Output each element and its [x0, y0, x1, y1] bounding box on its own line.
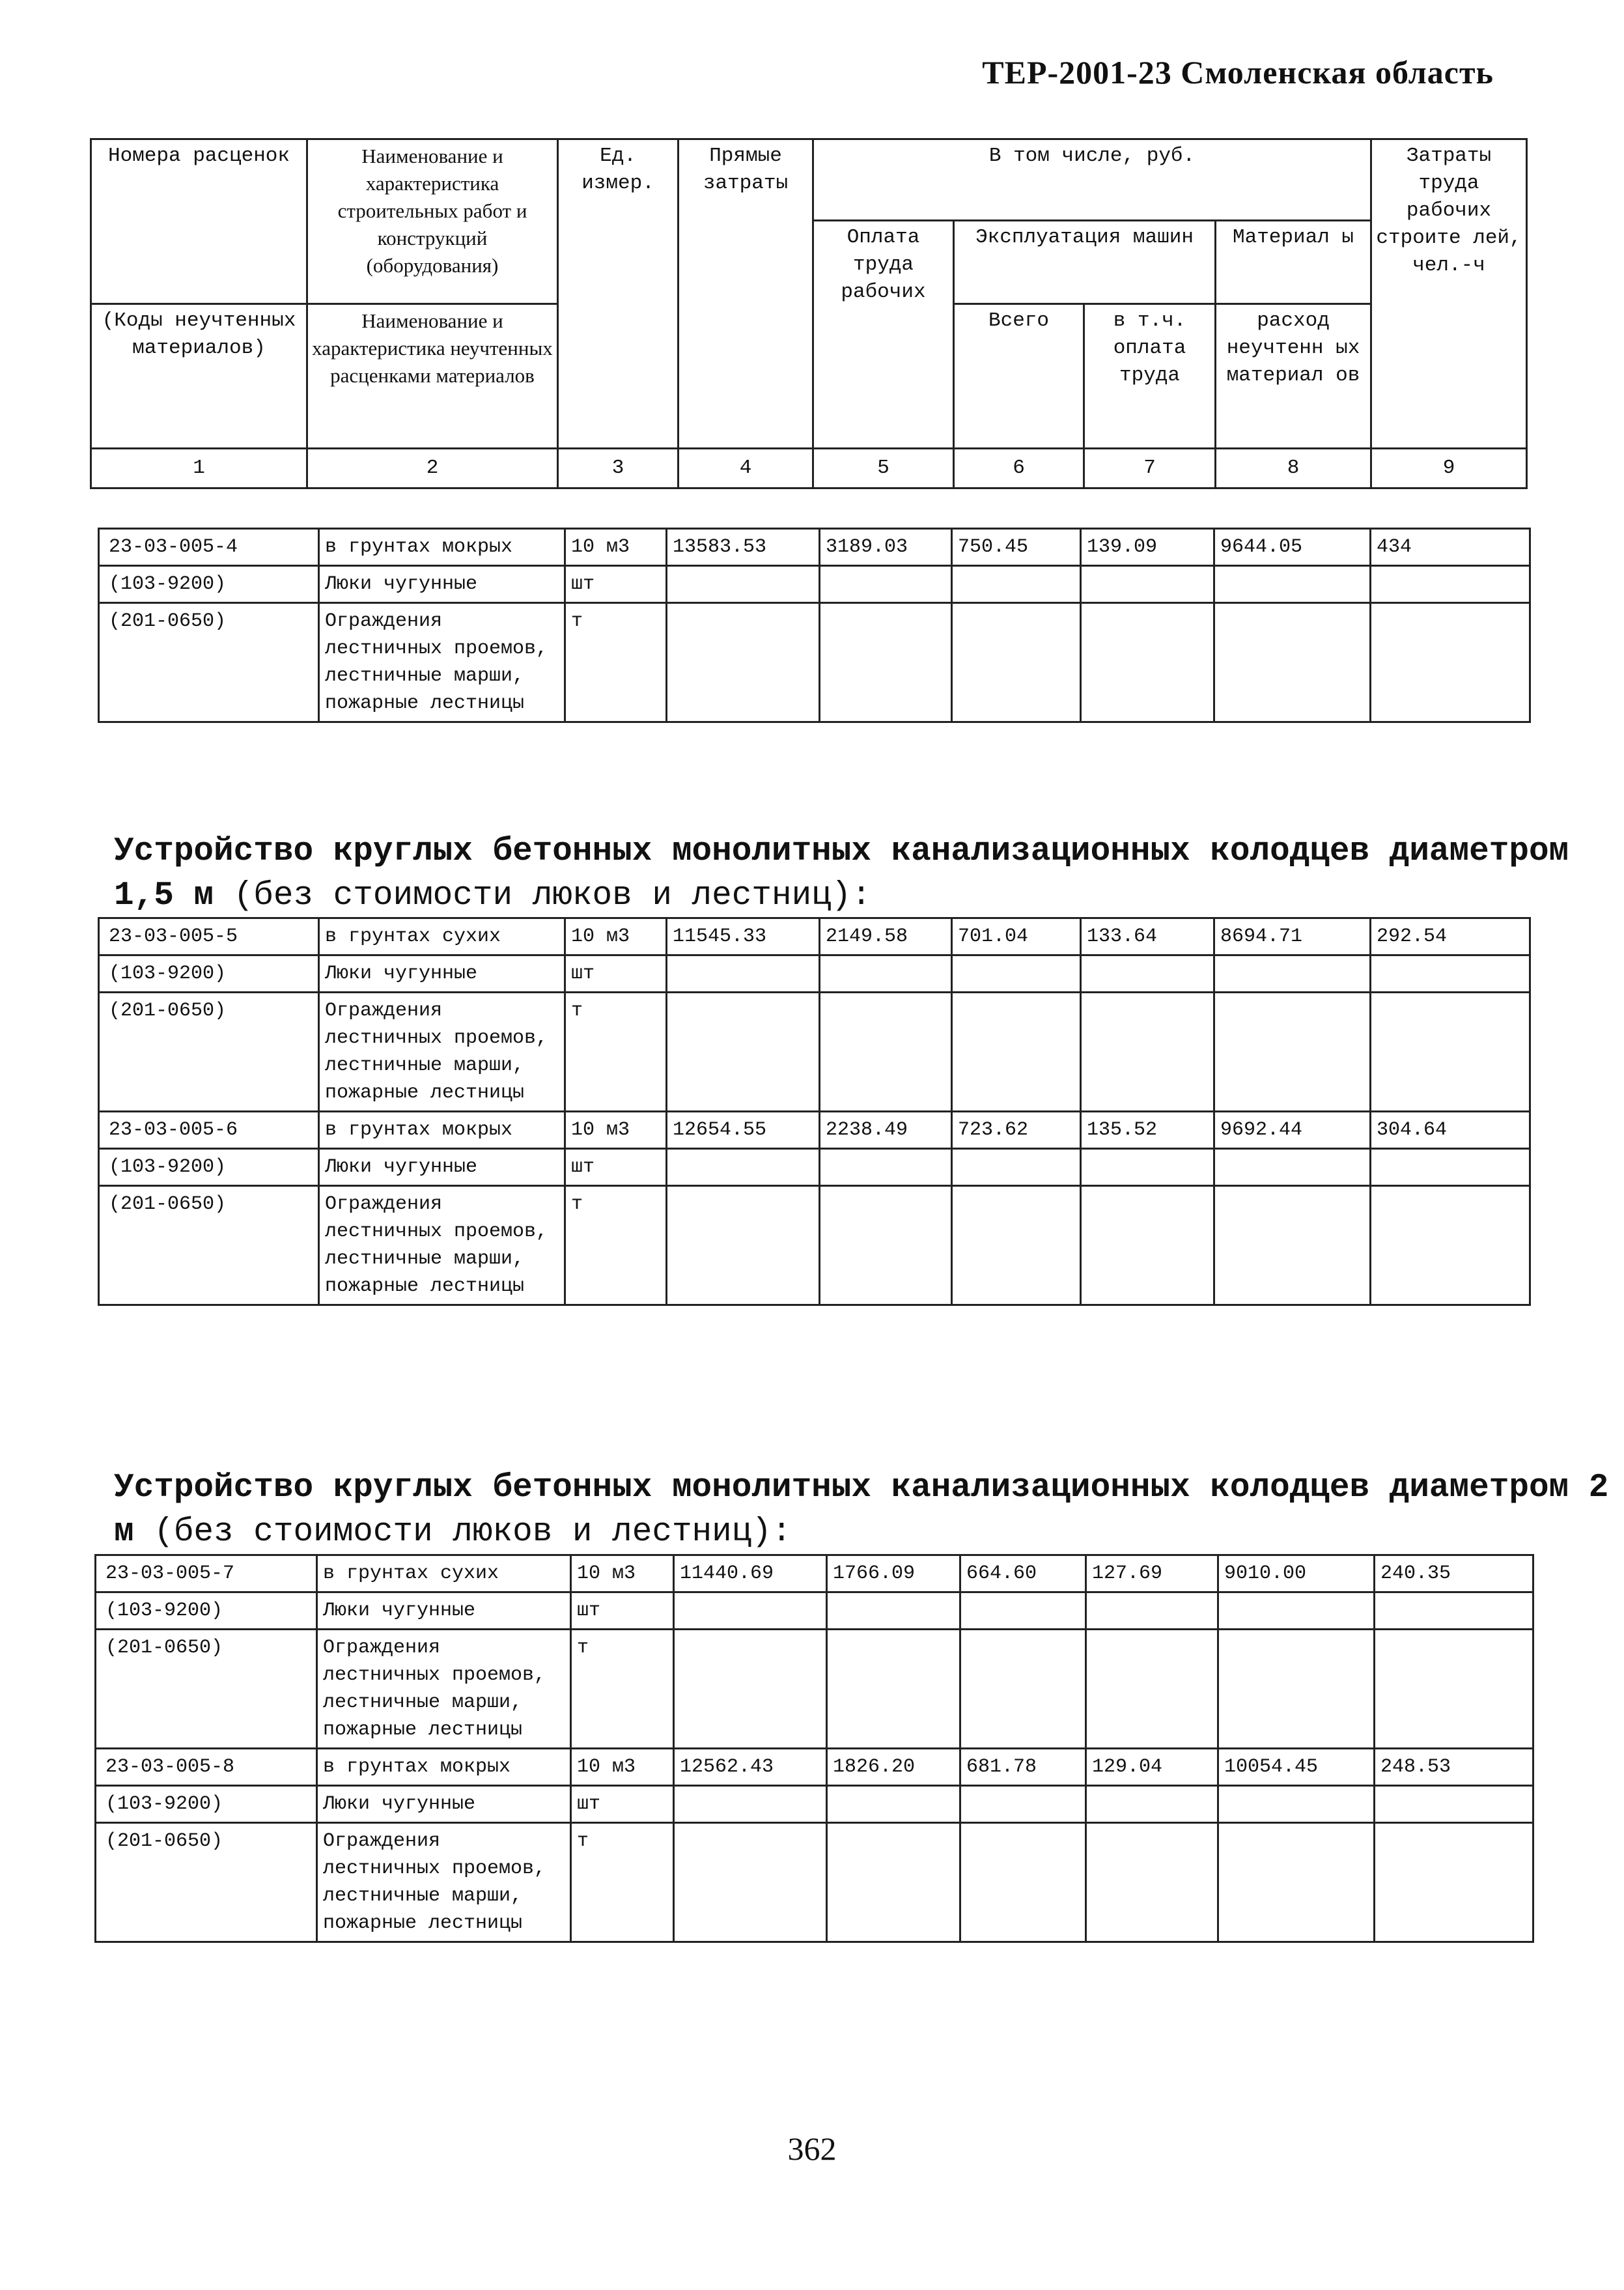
machines-total: 681.78 — [960, 1749, 1086, 1786]
labor-hours: 434 — [1371, 529, 1530, 566]
labor-hours: 304.64 — [1371, 1112, 1530, 1149]
labor-pay: 2238.49 — [820, 1112, 952, 1149]
table-row — [96, 1555, 1533, 1592]
table-row — [96, 1823, 1533, 1942]
direct-costs: 12562.43 — [674, 1749, 827, 1786]
material-code: (103-9200) — [99, 1149, 319, 1186]
material-unit: шт — [571, 1592, 674, 1630]
table-row — [99, 566, 1530, 603]
material-name: Люки чугунные — [319, 566, 565, 603]
rates-table-2m — [94, 1554, 1534, 1943]
material-name: Ограждения лестничных проемов, лестничные марши, пожарные лестницы — [319, 1186, 565, 1305]
materials-cost: 9692.44 — [1214, 1112, 1371, 1149]
col-number: 8 — [1216, 449, 1371, 488]
col-direct-costs-header: Прямые затраты — [679, 139, 813, 449]
col-number: 4 — [679, 449, 813, 488]
unit: 10 м3 — [565, 529, 667, 566]
material-unit: шт — [571, 1786, 674, 1823]
col-incl-group-header: В том числе, руб. — [813, 139, 1371, 221]
direct-costs: 13583.53 — [667, 529, 820, 566]
material-name: Люки чугунные — [317, 1786, 571, 1823]
material-unit: шт — [565, 1149, 667, 1186]
col-material-consumption-header: расход неучтенн ых материал ов — [1216, 304, 1371, 449]
material-code: (201-0650) — [96, 1823, 317, 1942]
labor-pay: 1826.20 — [827, 1749, 960, 1786]
material-unit: т — [565, 603, 667, 722]
labor-hours: 292.54 — [1371, 918, 1530, 955]
table-row — [99, 1186, 1530, 1305]
labor-pay: 1766.09 — [827, 1555, 960, 1592]
section-title-1-5m — [114, 830, 1612, 918]
material-code: (201-0650) — [96, 1630, 317, 1749]
material-code: (103-9200) — [99, 566, 319, 603]
rates-table-block-1 — [98, 528, 1531, 723]
material-name: Ограждения лестничных проемов, лестничные марши, пожарные лестницы — [317, 1823, 571, 1942]
materials-cost: 9010.00 — [1218, 1555, 1375, 1592]
machines-labor: 129.04 — [1086, 1749, 1218, 1786]
table-row — [99, 603, 1530, 722]
rate-code: 23-03-005-6 — [99, 1112, 319, 1149]
direct-costs: 12654.55 — [667, 1112, 820, 1149]
unit: 10 м3 — [571, 1555, 674, 1592]
table-row — [96, 1592, 1533, 1630]
col-work-name-header: Наименование и характеристика строительных работ и конструкций (оборудования) — [307, 139, 558, 304]
col-number: 9 — [1371, 449, 1527, 488]
material-unit: т — [571, 1823, 674, 1942]
material-unit: шт — [565, 566, 667, 603]
rates-table-1-5m — [98, 917, 1531, 1306]
table-row — [99, 1149, 1530, 1186]
col-labor-hours-header: Затраты труда рабочих строите лей, чел.-ч — [1371, 139, 1527, 449]
material-code: (201-0650) — [99, 603, 319, 722]
machines-total: 701.04 — [952, 918, 1081, 955]
material-name: Ограждения лестничных проемов, лестничные марши, пожарные лестницы — [317, 1630, 571, 1749]
materials-cost: 9644.05 — [1214, 529, 1371, 566]
col-machines-total-header: Всего — [954, 304, 1084, 449]
col-number: 1 — [91, 449, 307, 488]
materials-cost: 10054.45 — [1218, 1749, 1375, 1786]
rate-code: 23-03-005-4 — [99, 529, 319, 566]
direct-costs: 11545.33 — [667, 918, 820, 955]
work-name: в грунтах мокрых — [319, 529, 565, 566]
material-code: (103-9200) — [96, 1786, 317, 1823]
section-title-note: (без стоимости люков и лестниц): — [214, 877, 871, 914]
col-number: 6 — [954, 449, 1084, 488]
work-name: в грунтах мокрых — [317, 1749, 571, 1786]
direct-costs: 11440.69 — [674, 1555, 827, 1592]
col-number: 7 — [1084, 449, 1216, 488]
table-row — [99, 918, 1530, 955]
material-name: Ограждения лестничных проемов, лестничные марши, пожарные лестницы — [319, 993, 565, 1112]
col-materials-header: Материал ы — [1216, 221, 1371, 304]
material-unit: т — [565, 1186, 667, 1305]
machines-total: 750.45 — [952, 529, 1081, 566]
section-title-note: (без стоимости люков и лестниц): — [133, 1514, 792, 1551]
materials-cost: 8694.71 — [1214, 918, 1371, 955]
table-row — [99, 993, 1530, 1112]
machines-total: 664.60 — [960, 1555, 1086, 1592]
column-header-table — [90, 138, 1528, 489]
table-row — [99, 529, 1530, 566]
labor-pay: 3189.03 — [820, 529, 952, 566]
table-row — [96, 1630, 1533, 1749]
material-code: (201-0650) — [99, 993, 319, 1112]
table-row — [99, 1112, 1530, 1149]
col-material-codes-header: (Коды неучтенных материалов) — [91, 304, 307, 449]
material-unit: шт — [565, 955, 667, 993]
section-title-bold: Устройство круглых бетонных монолитных канализационных колодцев диаметром 1,5 м — [114, 833, 1569, 914]
labor-hours: 240.35 — [1375, 1555, 1533, 1592]
machines-labor: 127.69 — [1086, 1555, 1218, 1592]
table-row — [99, 955, 1530, 993]
col-machines-group-header: Эксплуатация машин — [954, 221, 1216, 304]
col-number: 5 — [813, 449, 954, 488]
machines-labor: 139.09 — [1081, 529, 1214, 566]
page-number: 362 — [787, 2130, 837, 2167]
table-row — [96, 1786, 1533, 1823]
material-name: Ограждения лестничных проемов, лестничные марши, пожарные лестницы — [319, 603, 565, 722]
rate-code: 23-03-005-8 — [96, 1749, 317, 1786]
col-material-name-header: Наименование и характеристика неучтенных расценками материалов — [307, 304, 558, 449]
work-name: в грунтах сухих — [317, 1555, 571, 1592]
material-code: (201-0650) — [99, 1186, 319, 1305]
material-unit: т — [565, 993, 667, 1112]
section-title-2m — [114, 1466, 1612, 1555]
labor-hours: 248.53 — [1375, 1749, 1533, 1786]
material-code: (103-9200) — [99, 955, 319, 993]
col-number: 3 — [558, 449, 679, 488]
work-name: в грунтах мокрых — [319, 1112, 565, 1149]
material-name: Люки чугунные — [319, 955, 565, 993]
material-name: Люки чугунные — [319, 1149, 565, 1186]
col-machines-labor-header: в т.ч. оплата труда — [1084, 304, 1216, 449]
work-name: в грунтах сухих — [319, 918, 565, 955]
rate-code: 23-03-005-7 — [96, 1555, 317, 1592]
col-unit-header: Ед. измер. — [558, 139, 679, 449]
unit: 10 м3 — [565, 1112, 667, 1149]
machines-labor: 135.52 — [1081, 1112, 1214, 1149]
unit: 10 м3 — [565, 918, 667, 955]
material-unit: т — [571, 1630, 674, 1749]
col-rate-number-header: Номера расценок — [91, 139, 307, 304]
labor-pay: 2149.58 — [820, 918, 952, 955]
material-name: Люки чугунные — [317, 1592, 571, 1630]
machines-labor: 133.64 — [1081, 918, 1214, 955]
col-number: 2 — [307, 449, 558, 488]
rate-code: 23-03-005-5 — [99, 918, 319, 955]
page-header-title: ТЕР-2001-23 Смоленская область — [982, 54, 1494, 91]
machines-total: 723.62 — [952, 1112, 1081, 1149]
col-labor-pay-header: Оплата труда рабочих — [813, 221, 954, 449]
material-code: (103-9200) — [96, 1592, 317, 1630]
table-row — [96, 1749, 1533, 1786]
unit: 10 м3 — [571, 1749, 674, 1786]
section-title-bold: Устройство круглых бетонных монолитных канализационных колодцев диаметром 2 м — [114, 1469, 1609, 1551]
